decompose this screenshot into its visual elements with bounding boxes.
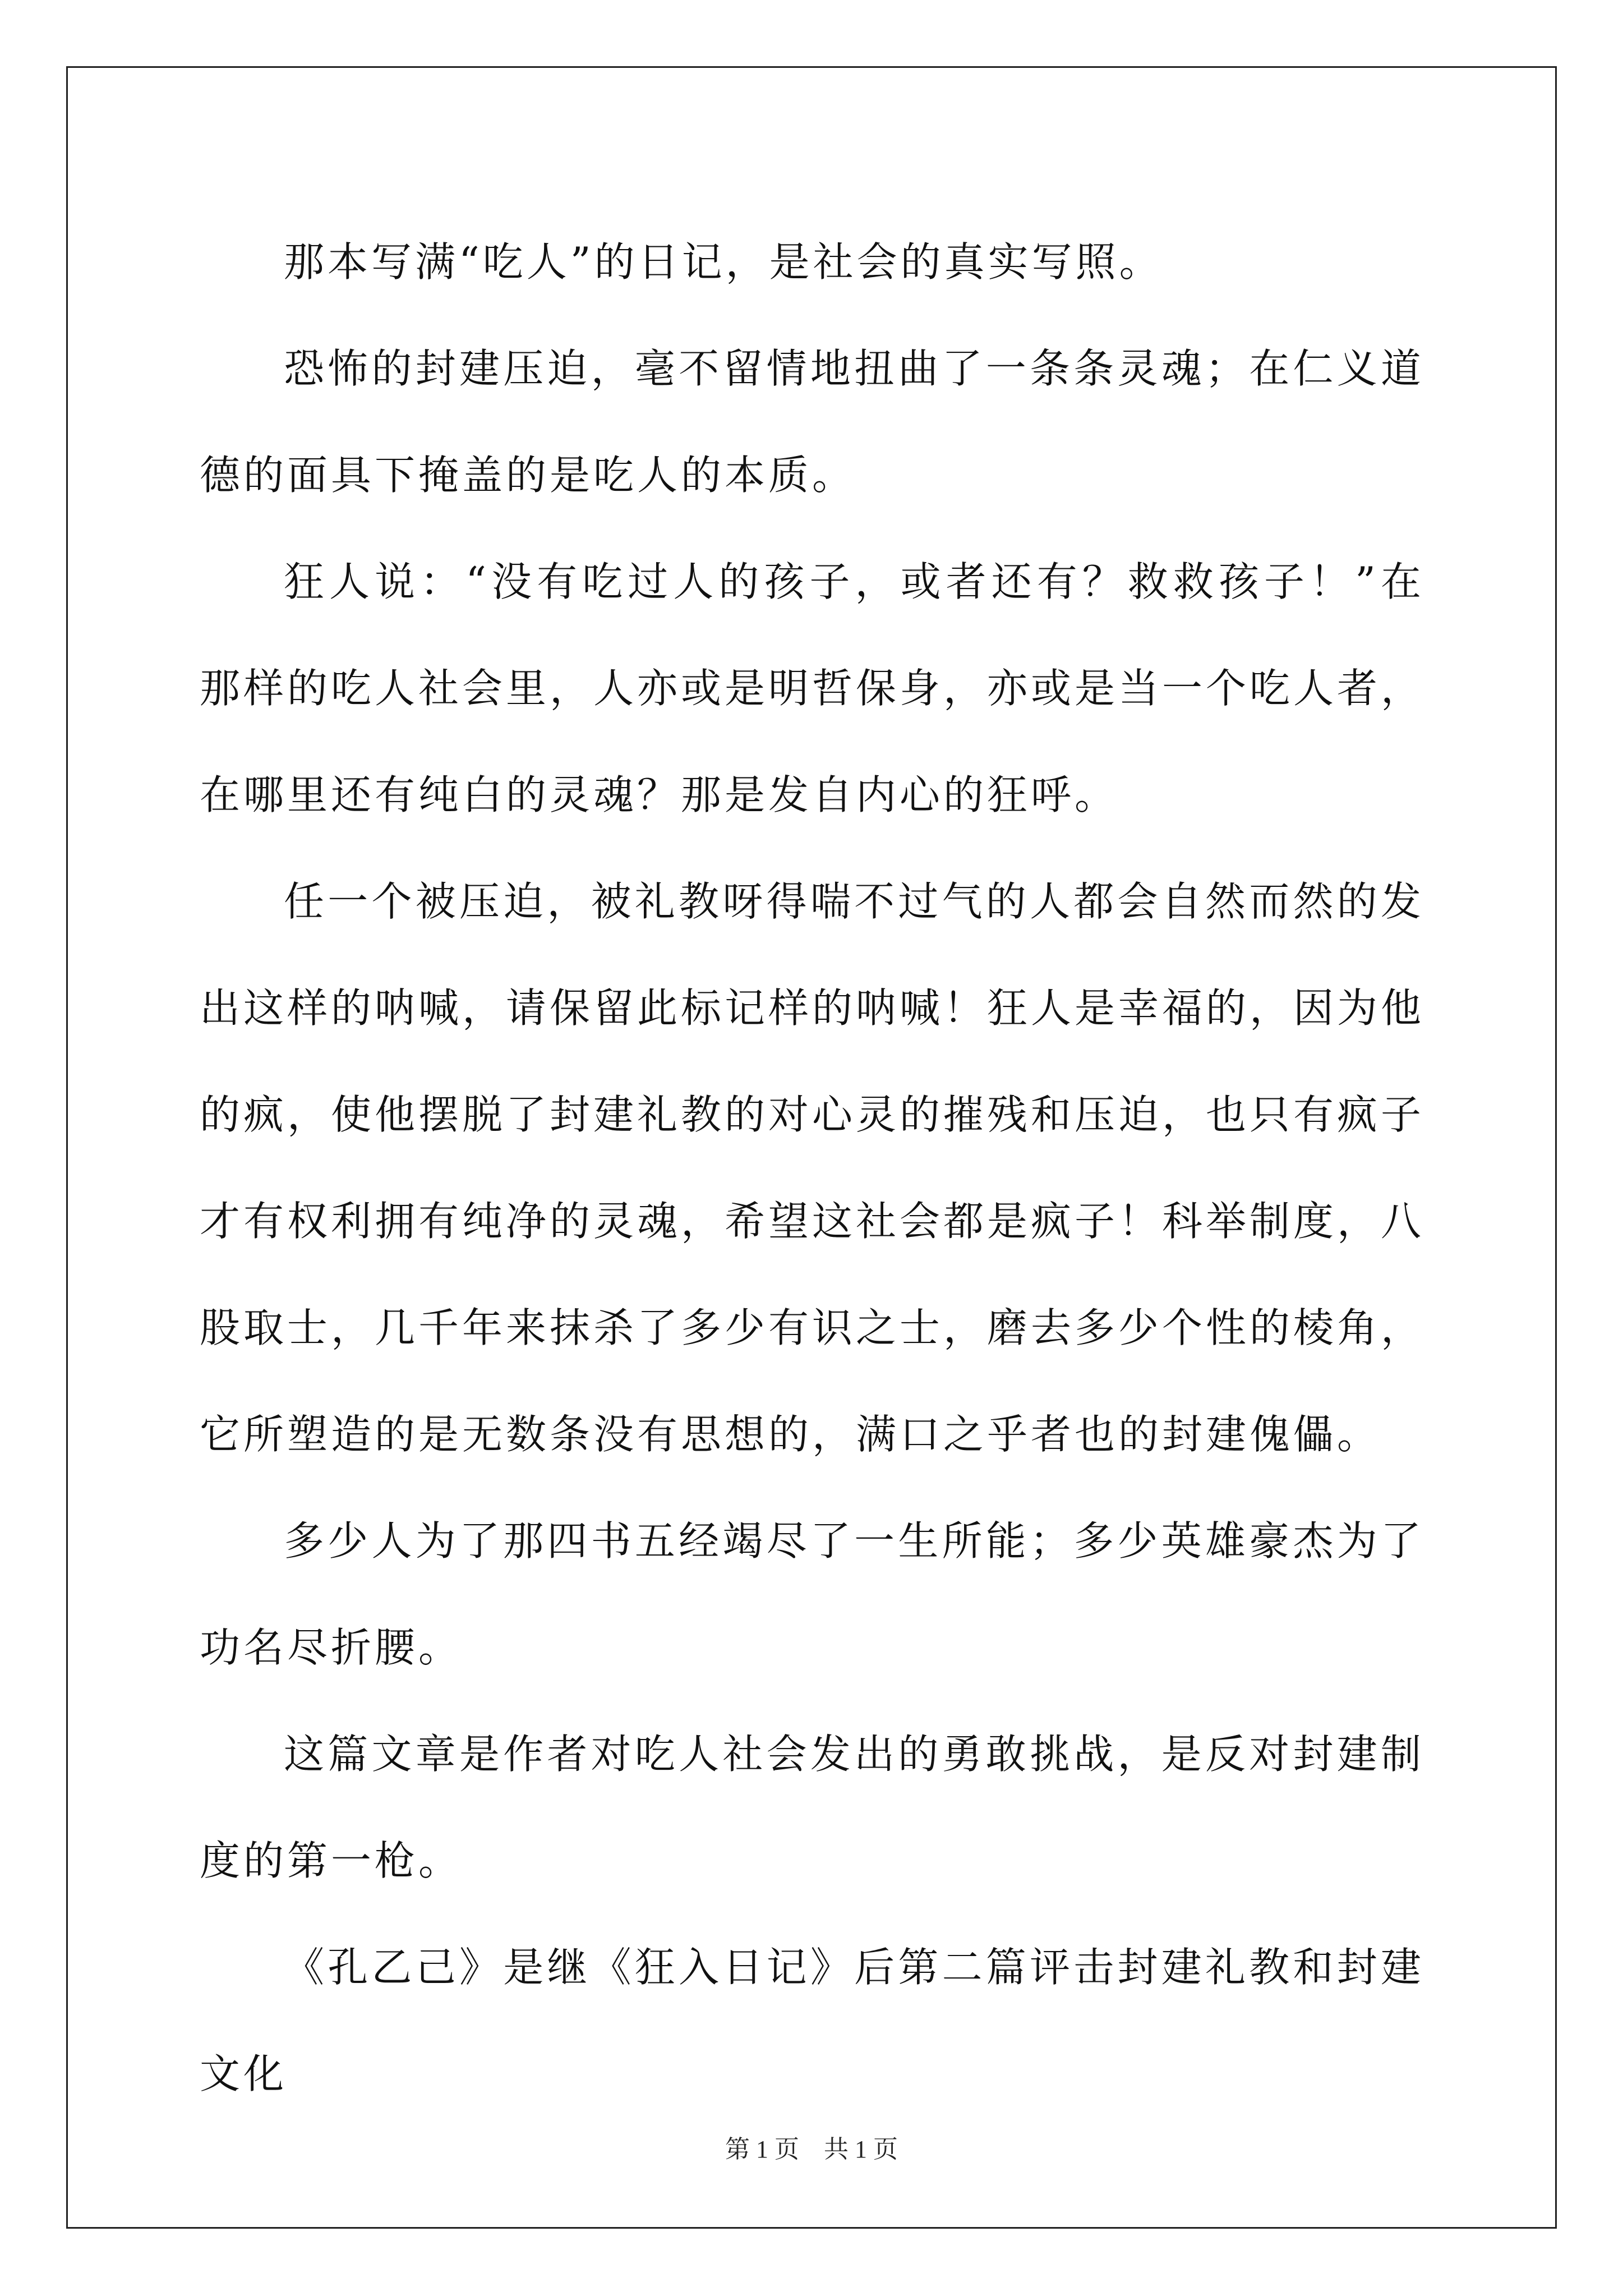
paragraph: 那本写满“吃人”的日记，是社会的真实写照。 xyxy=(284,238,1163,286)
paragraph: 任一个被压迫，被礼教呀得喘不过气的人都会自然而然的发出这样的呐喊，请保留此标记样的呐喊！狂人是幸福的，因为他的疯，使他摆脱了封建礼教的对心灵的摧残和压迫，也只有疯子才有权利拥有纯净的灵魂，希望这社会都是疯子！科举制度，八股取士，几千年来抹杀了多少有识之士，磨去多少个性的棱角，它所塑造的是无数条没有思想的，满口之乎者也的封建傀儡。 xyxy=(200,878,1425,1458)
document-body xyxy=(200,209,1424,2127)
paragraph: 多少人为了那四书五经竭尽了一生所能；多少英雄豪杰为了功名尽折腰。 xyxy=(200,1517,1424,1671)
page-footer: 第 1 页 共 1 页 xyxy=(725,2136,898,2163)
paragraph: 狂人说：“没有吃过人的孩子，或者还有？救救孩子！”在那样的吃人社会里，人亦或是明哲保身，亦或是当一个吃人者，在哪里还有纯白的灵魂？那是发自内心的狂呼。 xyxy=(200,558,1425,818)
paragraph: 恐怖的封建压迫，毫不留情地扭曲了一条条灵魂；在仁义道德的面具下掩盖的是吃人的本质。 xyxy=(200,345,1424,499)
paragraph: 这篇文章是作者对吃人社会发出的勇敢挑战，是反对封建制度的第一枪。 xyxy=(200,1731,1424,1884)
paragraph: 《孔乙己》是继《狂入日记》后第二篇评击封建礼教和封建文化 xyxy=(200,1944,1424,2097)
